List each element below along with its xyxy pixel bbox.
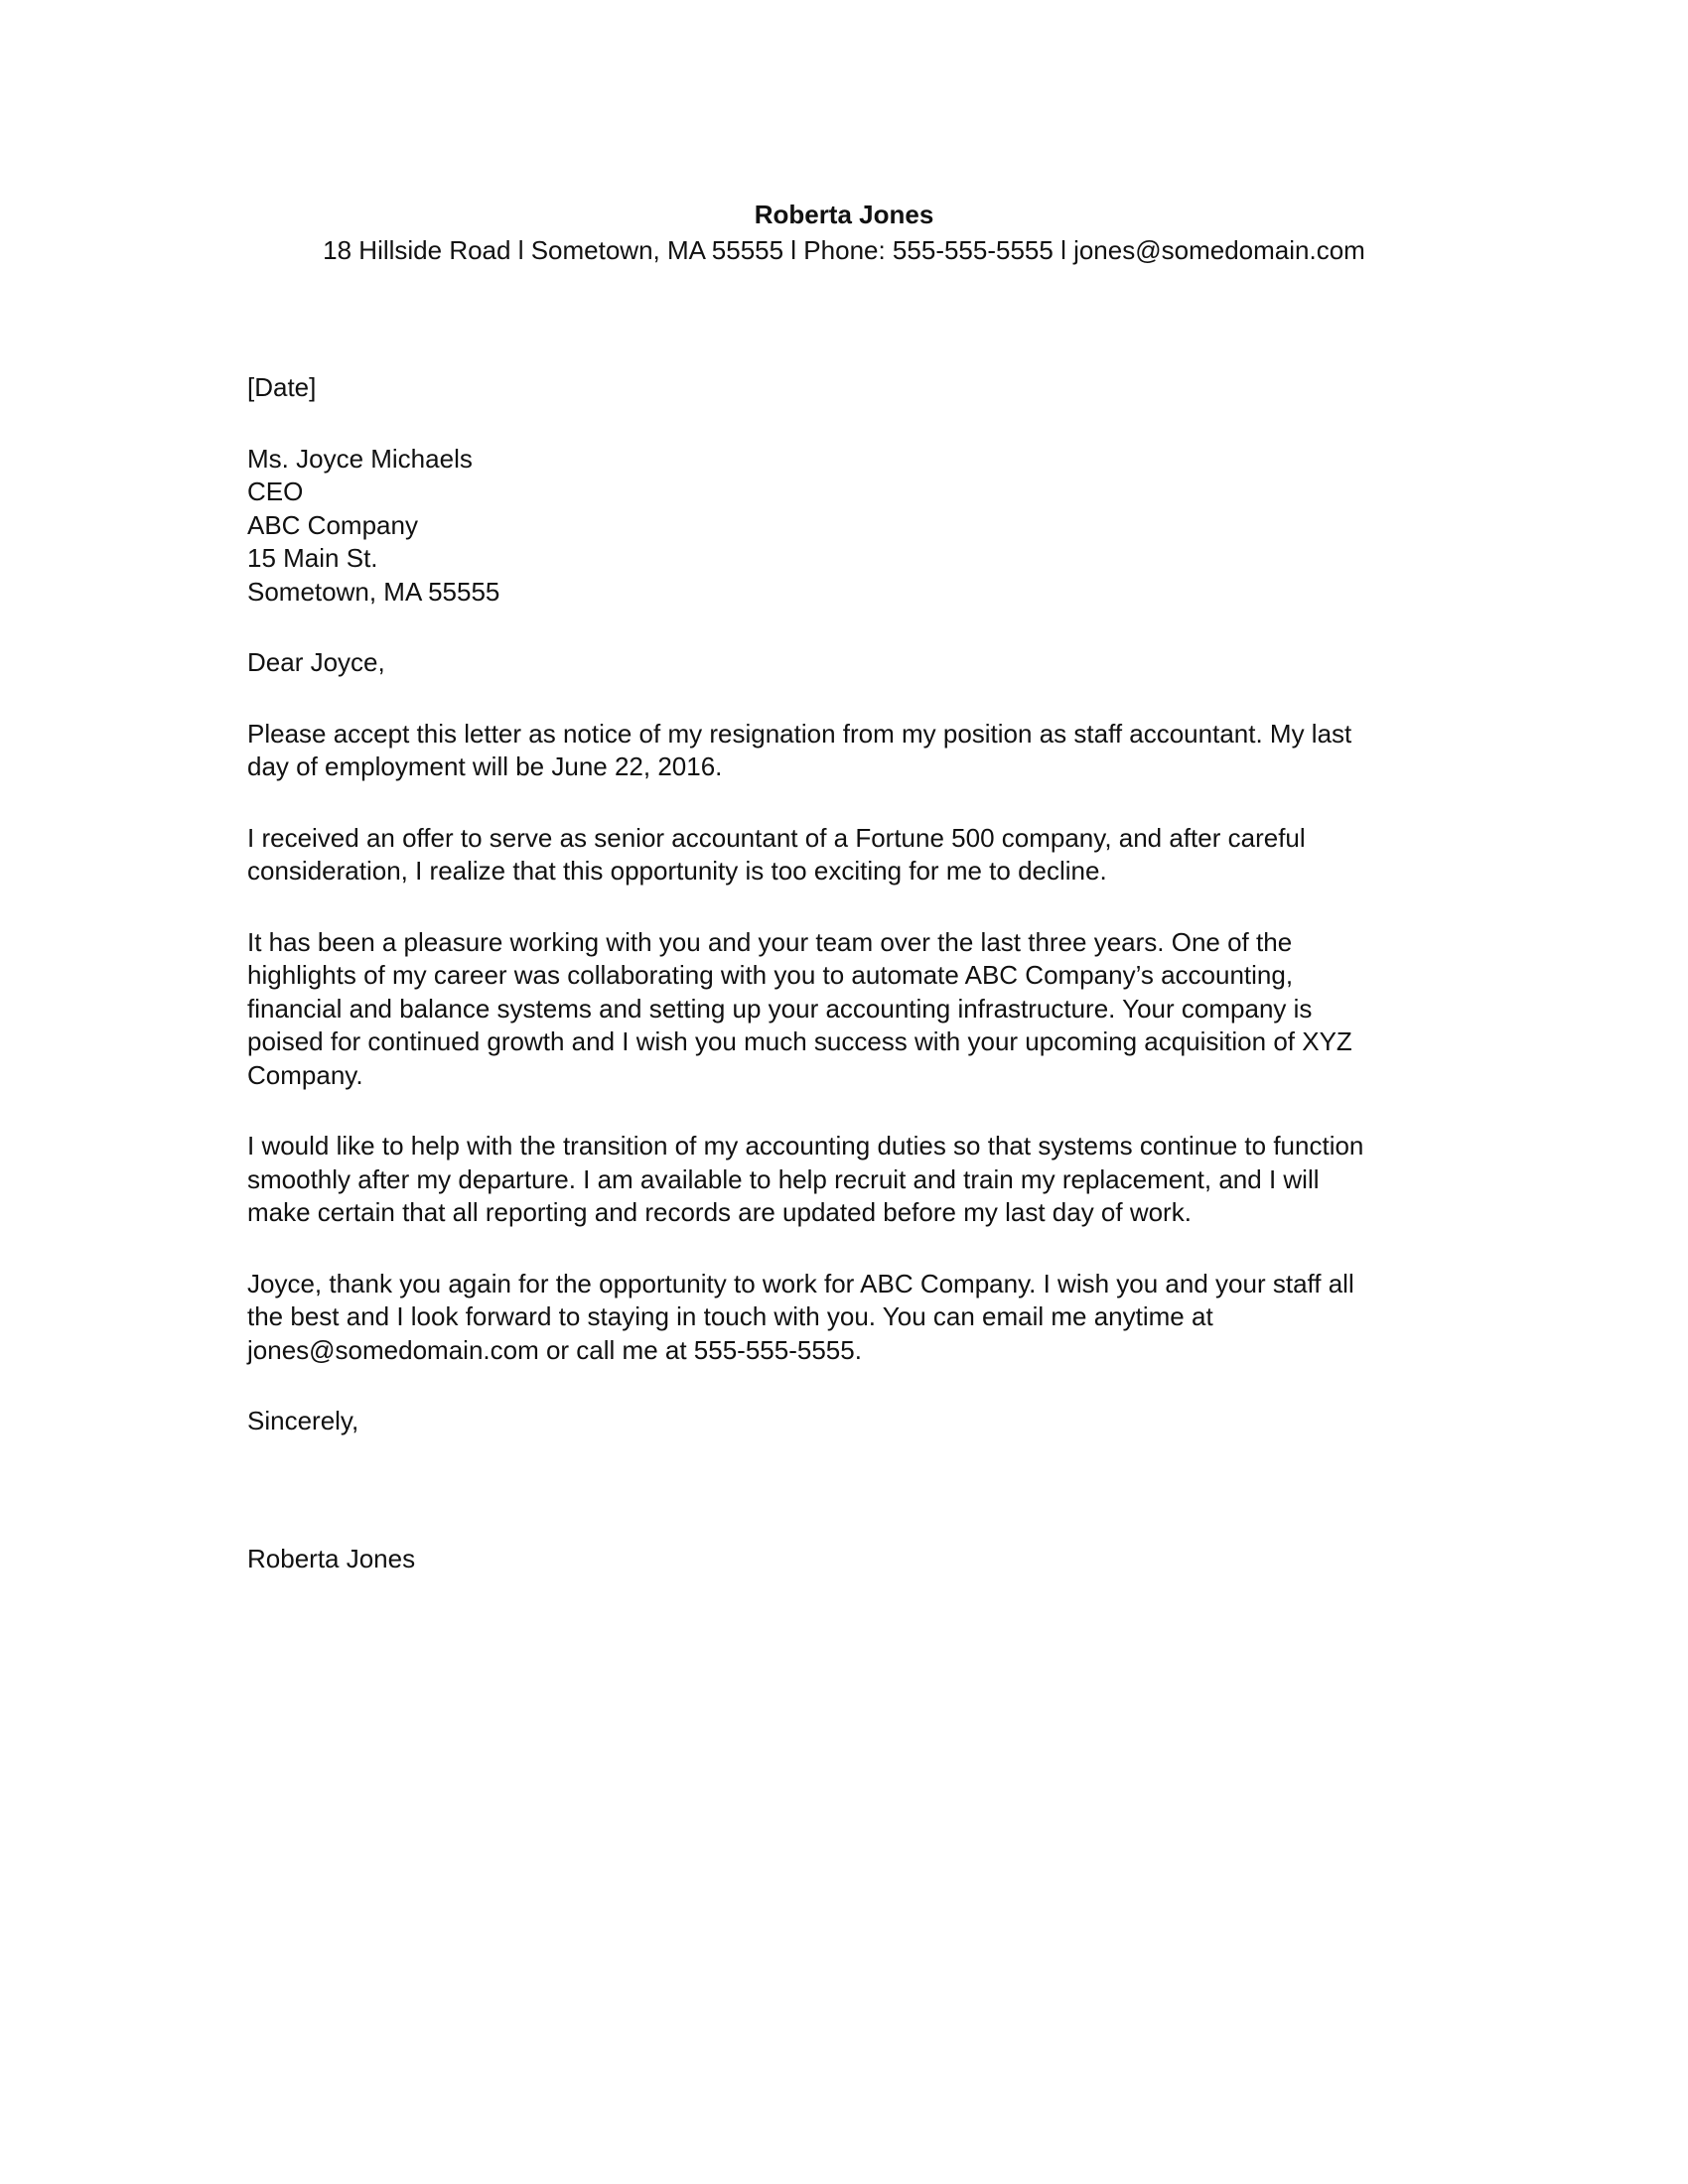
letterhead	[0, 197, 1688, 268]
paragraph-1	[247, 718, 1439, 784]
paragraph-5	[247, 1268, 1439, 1368]
sender-name: Roberta Jones	[754, 200, 934, 229]
paragraph-line: Joyce, thank you again for the opportunity to work for ABC Company. I wish you and your staff all	[247, 1268, 1354, 1298]
paragraph-line: I received an offer to serve as senior accountant of a Fortune 500 company, and after careful	[247, 822, 1306, 853]
recipient-name: Ms. Joyce Michaels	[247, 443, 473, 474]
paragraph-line: day of employment will be June 22, 2016.	[247, 751, 723, 781]
salutation: Dear Joyce,	[247, 647, 385, 677]
paragraph-3	[247, 926, 1439, 1093]
sender-contact-line: 18 Hillside Road l Sometown, MA 55555 l Phone: 555-555-5555 l jones@somedomain.com	[323, 235, 1365, 265]
paragraph-line: It has been a pleasure working with you and your team over the last three years. One of the	[247, 926, 1293, 957]
recipient-city: Sometown, MA 55555	[247, 576, 500, 607]
paragraph-line: make certain that all reporting and records are updated before my last day of work.	[247, 1197, 1192, 1227]
paragraph-2	[247, 822, 1439, 888]
paragraph-line: poised for continued growth and I wish you much success with your upcoming acquisition of XYZ	[247, 1026, 1352, 1056]
recipient-street: 15 Main St.	[247, 543, 378, 573]
recipient-address	[247, 443, 1439, 610]
paragraph-4	[247, 1130, 1439, 1230]
recipient-title: CEO	[247, 477, 304, 506]
signature-name: Roberta Jones	[247, 1543, 416, 1573]
paragraph-line: Please accept this letter as notice of my resignation from my position as staff accountant. My last	[247, 718, 1352, 749]
paragraph-line: consideration, I realize that this opportunity is too exciting for me to decline.	[247, 856, 1107, 886]
paragraph-line: I would like to help with the transition of my accounting duties so that systems continue to function	[247, 1131, 1364, 1160]
paragraph-line: smoothly after my departure. I am available to help recruit and train my replacement, and I will	[247, 1163, 1320, 1194]
recipient-company: ABC Company	[247, 509, 418, 540]
paragraph-line: highlights of my career was collaborating with you to automate ABC Company’s accounting,	[247, 960, 1294, 990]
closing: Sincerely,	[247, 1406, 359, 1435]
paragraph-line: financial and balance systems and setting up your accounting infrastructure. Your company is	[247, 993, 1313, 1024]
paragraph-line: the best and I look forward to staying in touch with you. You can email me anytime at	[247, 1301, 1213, 1331]
paragraph-line: jones@somedomain.com or call me at 555-555-5555.	[247, 1334, 862, 1365]
letter-body	[247, 371, 1439, 1575]
letter-date: [Date]	[247, 372, 317, 402]
paragraph-line: Company.	[247, 1059, 363, 1090]
